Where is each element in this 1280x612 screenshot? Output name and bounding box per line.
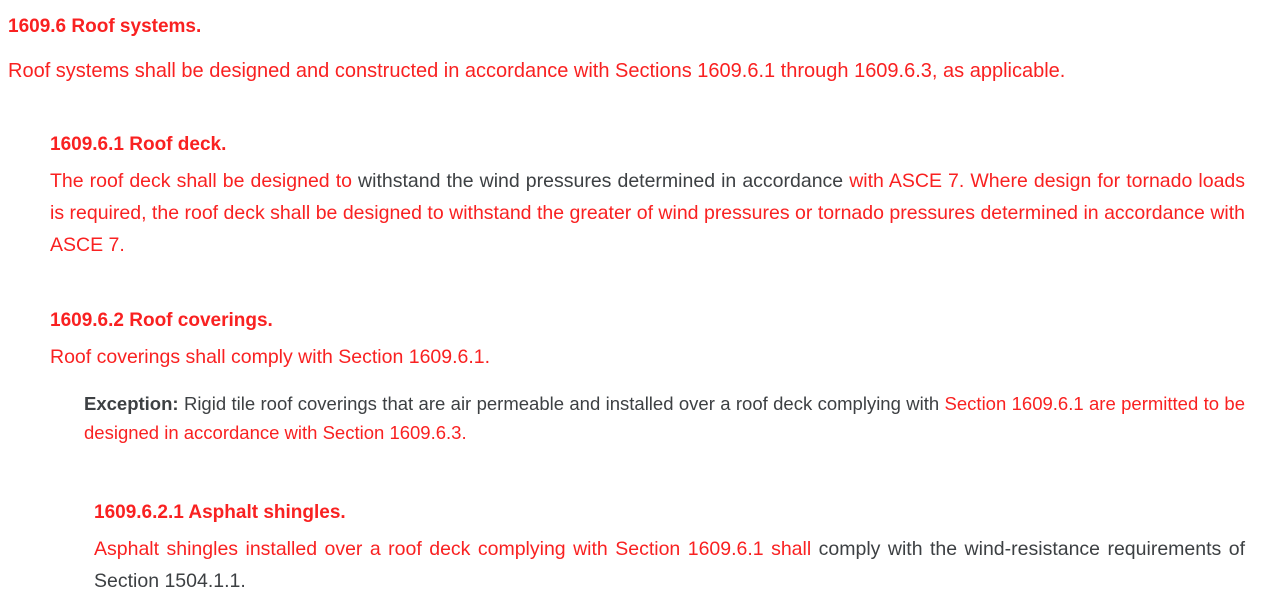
exception-paragraph xyxy=(84,389,1245,447)
exception-label: Exception: xyxy=(84,393,184,414)
section-1609-6 xyxy=(8,15,1245,597)
code-text-segment: Roof coverings shall comply with Section 1609.6.1. xyxy=(50,346,491,368)
code-text-segment: comply with the wind-resistance requirements of Section 1504.1.1. xyxy=(94,538,1245,592)
code-text-segment: Asphalt shingles installed over a roof deck complying with Section 1609.6.1 shall xyxy=(94,538,819,560)
code-text-segment: Section 1609.6.1 are permitted to be designed in accordance with Section 1609.6.3. xyxy=(84,393,1245,443)
section-1609-6-2-heading: 1609.6.2 Roof coverings. xyxy=(50,310,273,331)
code-text-segment: with ASCE 7. Where design for tornado loads is required, the roof deck shall be designed to withstand the greater of wind pressures or tornado pressures determined in accordance with ASCE 7. xyxy=(50,170,1246,256)
code-text-segment: withstand the wind pressures determined in accordance xyxy=(358,170,850,192)
section-1609-6-1-heading: 1609.6.1 Roof deck. xyxy=(50,134,227,155)
section-1609-6-paragraph xyxy=(8,55,1245,87)
section-1609-6-2 xyxy=(50,309,1245,597)
section-1609-6-heading: 1609.6 Roof systems. xyxy=(8,16,202,37)
section-1609-6-2-1-heading: 1609.6.2.1 Asphalt shingles. xyxy=(94,502,346,523)
code-text-segment: Roof systems shall be designed and constructed in accordance with Sections 1609.6.1 through 1609.6.3, as applicable. xyxy=(8,60,1066,82)
section-1609-6-2-1-paragraph xyxy=(94,533,1245,597)
section-1609-6-2-1 xyxy=(94,501,1245,597)
section-1609-6-2-paragraph xyxy=(50,341,1245,373)
section-1609-6-1 xyxy=(50,133,1245,261)
code-text-segment: The roof deck shall be designed to xyxy=(50,170,359,192)
code-text-segment: Rigid tile roof coverings that are air permeable and installed over a roof deck complying with xyxy=(183,393,945,414)
section-1609-6-1-paragraph xyxy=(50,165,1245,261)
